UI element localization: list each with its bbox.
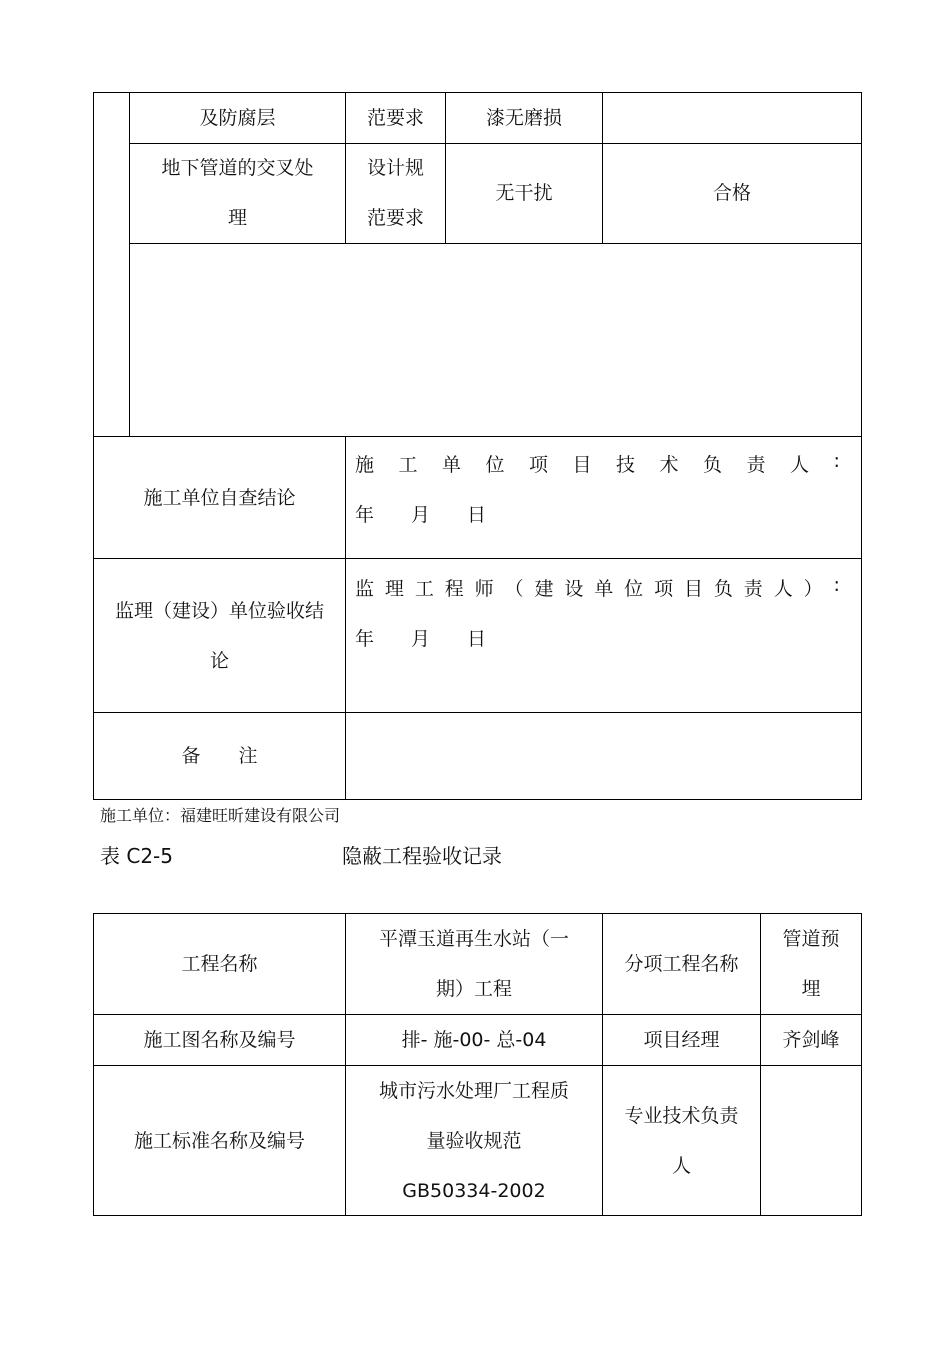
drawing-value: 排- 施-00- 总-04 xyxy=(401,1029,547,1051)
self-check-signer: 施 工 单 位 项 目 技 术 负 责 人 : xyxy=(355,450,840,476)
tech-lead-value xyxy=(761,1066,861,1215)
item-cell-crossing xyxy=(130,143,345,243)
result-cell xyxy=(446,92,602,143)
notes-value xyxy=(346,713,861,799)
standard-value: 城市污水处理厂工程质 量验收规范 GB50334-2002 xyxy=(378,1079,569,1202)
result-text: 无干扰 xyxy=(495,182,553,204)
item-text: 及防腐层 xyxy=(199,106,276,129)
date-day: 日 xyxy=(467,628,487,650)
manager-label: 项目经理 xyxy=(643,1029,720,1051)
remark-cell xyxy=(603,92,861,143)
standard-text-line1: 设计规 xyxy=(366,157,424,179)
date-year: 年 xyxy=(355,504,375,526)
project-name-value: 平潭玉道再生水站（一 期）工程 xyxy=(378,928,569,1000)
remark-cell xyxy=(603,143,861,243)
manager-value: 齐剑峰 xyxy=(782,1029,840,1051)
supervision-label: 监理（建设）单位验收结 论 xyxy=(114,599,324,672)
date-year: 年 xyxy=(355,628,375,650)
sub-project-label: 分项工程名称 xyxy=(624,953,739,975)
date-month: 月 xyxy=(411,504,431,526)
date-month: 月 xyxy=(411,628,431,650)
blank-area xyxy=(130,244,861,436)
drawing-label: 施工图名称及编号 xyxy=(143,1029,296,1051)
standard-text: 范要求 xyxy=(366,106,424,129)
form-code: 表 C2-5 xyxy=(100,844,173,868)
standard-cell xyxy=(346,143,445,243)
standard-cell xyxy=(346,92,445,143)
form-title: 隐蔽工程验收记录 xyxy=(342,844,502,868)
result-text: 漆无磨损 xyxy=(485,106,562,129)
tech-lead-label: 专业技术负责 人 xyxy=(624,1104,739,1177)
item-text-line1: 地下管道的交叉处 xyxy=(161,157,314,179)
standard-text-line2: 范要求 xyxy=(366,207,424,229)
result-cell xyxy=(446,143,602,243)
date-day: 日 xyxy=(467,504,487,526)
supervision-signer: 监 理 工 程 师 （ 建 设 单 位 项 目 负 责 人 ） : xyxy=(355,574,840,600)
remark-text: 合格 xyxy=(712,182,751,204)
construction-unit: 施工单位：福建旺昕建设有限公司 xyxy=(100,806,341,825)
standard-label: 施工标准名称及编号 xyxy=(133,1129,305,1152)
project-name-label: 工程名称 xyxy=(181,953,258,975)
notes-label: 备 注 xyxy=(181,745,258,767)
sub-project-value: 管道预 埋 xyxy=(782,928,840,1000)
item-text-line2: 理 xyxy=(227,207,247,229)
item-cell-anticorrosion xyxy=(130,92,345,143)
self-check-label: 施工单位自查结论 xyxy=(143,486,296,509)
